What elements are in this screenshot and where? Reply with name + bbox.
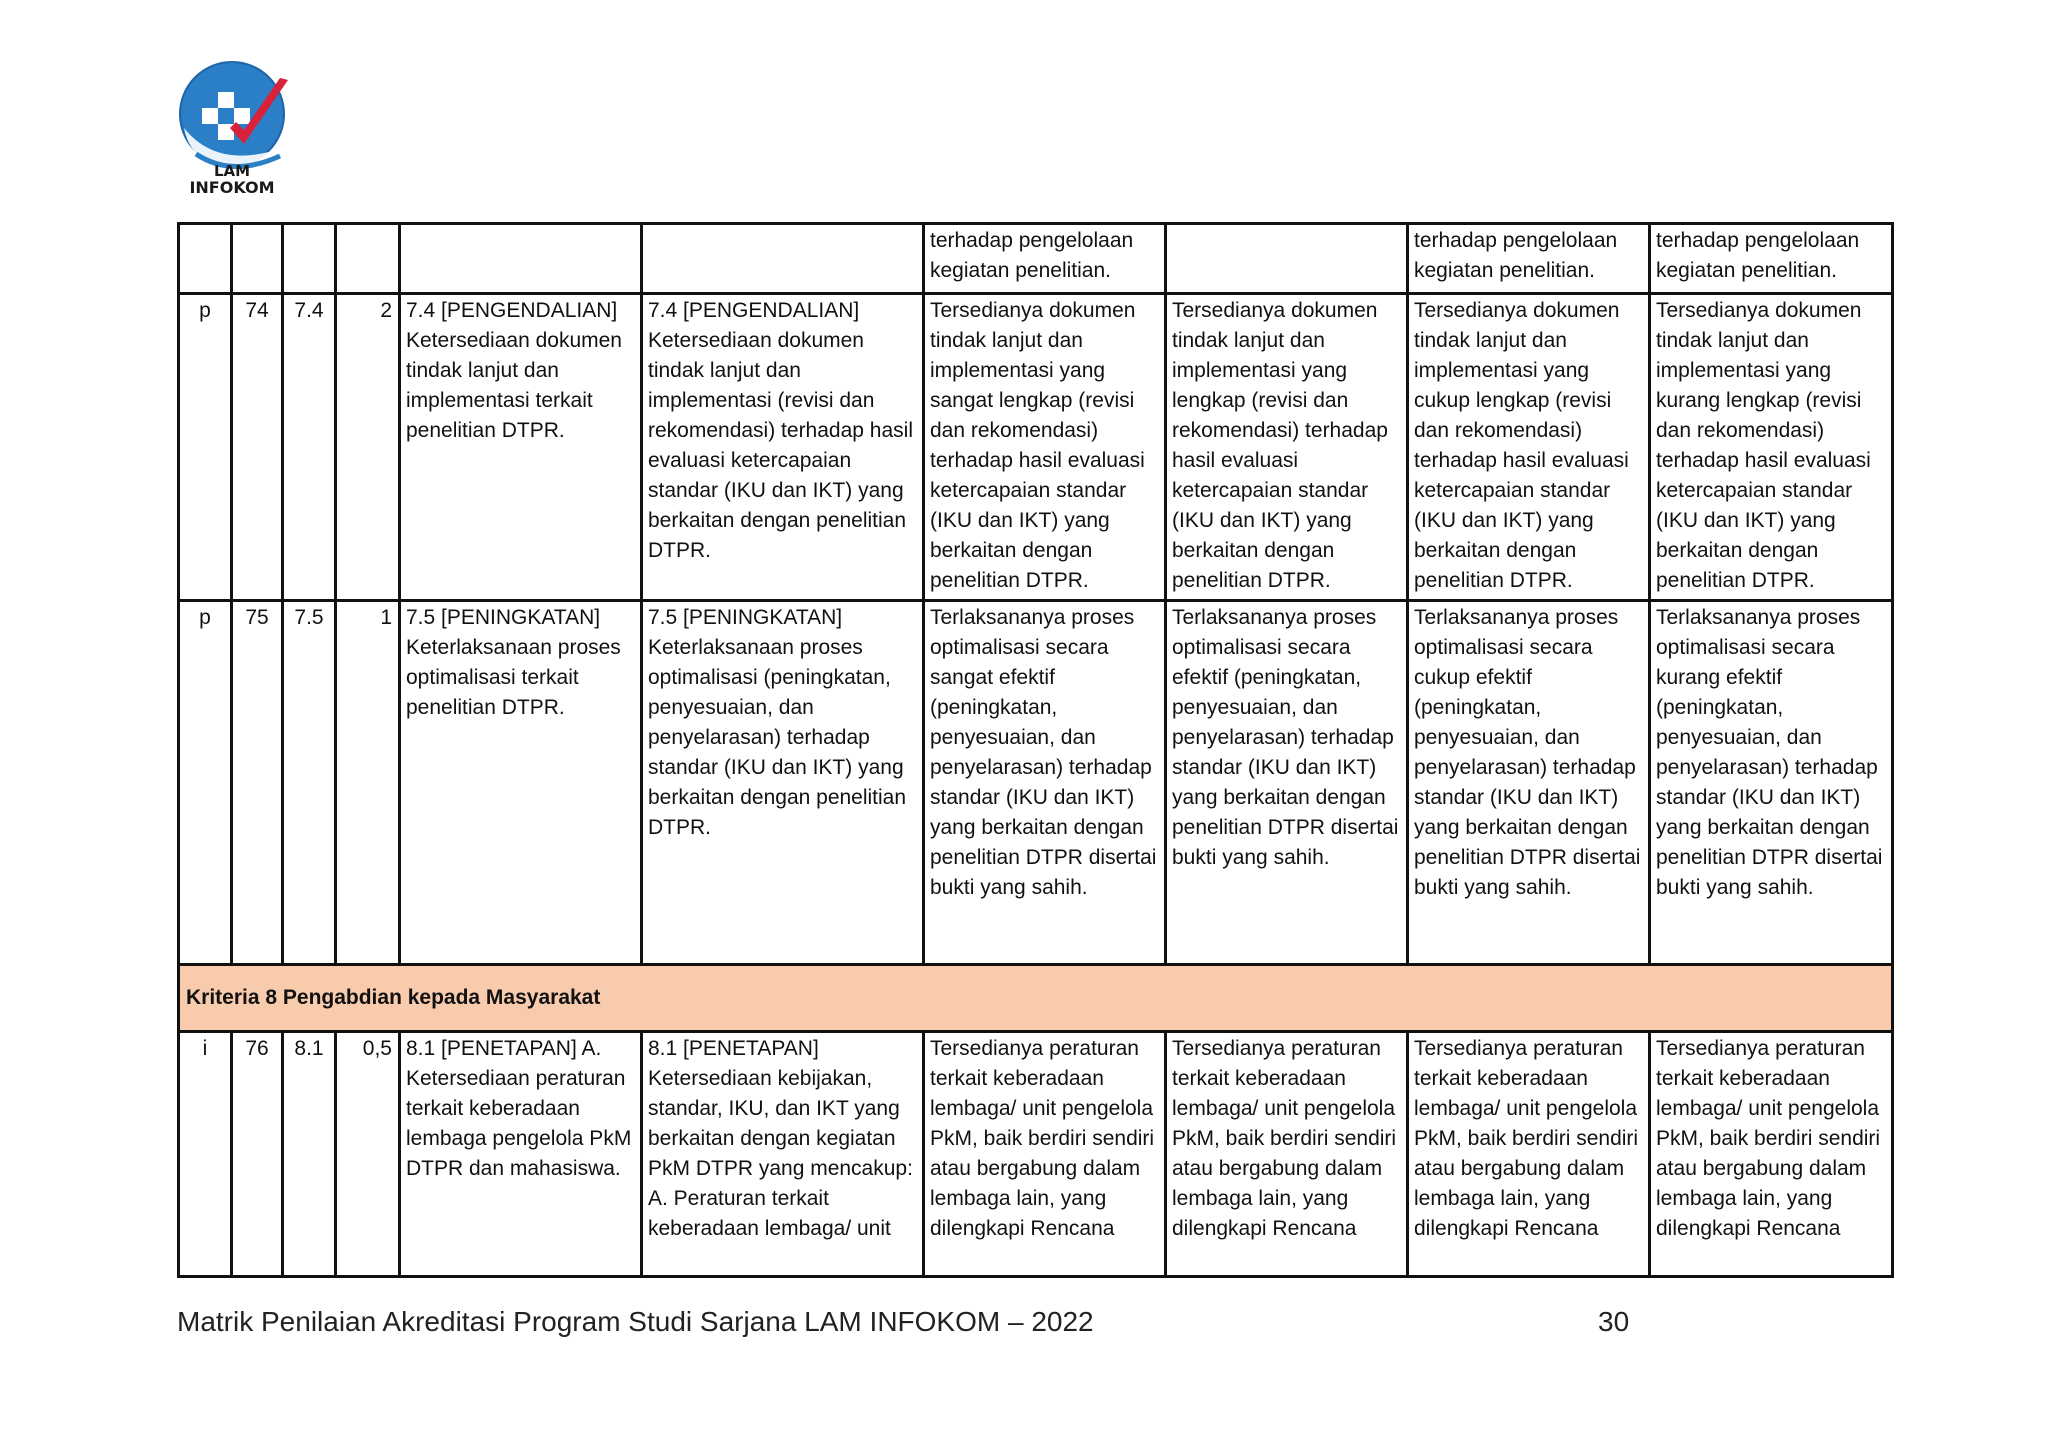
element-cell <box>400 224 642 294</box>
element-cell: 7.4 [PENGENDALIAN] Ketersediaan dokumen tindak lanjut dan implementasi terkait penelitian DTPR. <box>400 294 642 601</box>
score-3-cell: Tersedianya dokumen tindak lanjut dan implementasi yang lengkap (revisi dan rekomendasi) terhadap hasil evaluasi ketercapaian standar (IKU dan IKT) yang berkaitan dengan penelitian DTPR. <box>1166 294 1408 601</box>
code-cell <box>283 224 336 294</box>
code-cell: 8.1 <box>283 1032 336 1277</box>
weight-cell: 0,5 <box>336 1032 400 1277</box>
type-cell: p <box>179 601 232 965</box>
score-4-cell: Terlaksananya proses optimalisasi secara sangat efektif (peningkatan, penyesuaian, dan penyelarasan) terhadap standar (IKU dan IKT) yang berkaitan dengan penelitian DTPR disertai bukti yang sahih. <box>924 601 1166 965</box>
logo-line2: INFOKOM <box>189 178 275 197</box>
criteria-label: Kriteria 8 Pengabdian kepada Masyarakat <box>179 965 1893 1032</box>
table-row <box>179 1032 1893 1277</box>
score-3-cell <box>1166 224 1408 294</box>
logo-line1: LAM <box>213 162 251 180</box>
indicator-cell: 8.1 [PENETAPAN] Ketersediaan kebijakan, standar, IKU, dan IKT yang berkaitan dengan kegiatan PkM DTPR yang mencakup: A. Peraturan terkait keberadaan lembaga/ unit <box>642 1032 924 1277</box>
weight-cell: 2 <box>336 294 400 601</box>
score-2-cell: Tersedianya dokumen tindak lanjut dan implementasi yang cukup lengkap (revisi dan rekomendasi) terhadap hasil evaluasi ketercapaian standar (IKU dan IKT) yang berkaitan dengan penelitian DTPR. <box>1408 294 1650 601</box>
score-2-cell: terhadap pengelolaan kegiatan penelitian. <box>1408 224 1650 294</box>
indicator-cell: 7.5 [PENINGKATAN] Keterlaksanaan proses optimalisasi (peningkatan, penyesuaian, dan penyelarasan) terhadap standar (IKU dan IKT) yang berkaitan dengan penelitian DTPR. <box>642 601 924 965</box>
table-row <box>179 294 1893 601</box>
type-cell <box>179 224 232 294</box>
score-2-cell: Terlaksananya proses optimalisasi secara cukup efektif (peningkatan, penyesuaian, dan penyelarasan) terhadap standar (IKU dan IKT) yang berkaitan dengan penelitian DTPR disertai bukti yang sahih. <box>1408 601 1650 965</box>
criteria-header-row <box>179 965 1893 1032</box>
table-row <box>179 601 1893 965</box>
type-cell: i <box>179 1032 232 1277</box>
footer-page-number: 30 <box>1598 1306 1630 1337</box>
score-3-cell: Terlaksananya proses optimalisasi secara efektif (peningkatan, penyesuaian, dan penyelarasan) terhadap standar (IKU dan IKT) yang berkaitan dengan penelitian DTPR disertai bukti yang sahih. <box>1166 601 1408 965</box>
lam-infokom-logo <box>176 58 294 198</box>
score-1-cell: Tersedianya peraturan terkait keberadaan lembaga/ unit pengelola PkM, baik berdiri sendiri atau bergabung dalam lembaga lain, yang dilengkapi Rencana <box>1650 1032 1893 1277</box>
no-cell <box>232 224 283 294</box>
logo-emblem-icon <box>176 58 294 198</box>
no-cell: 75 <box>232 601 283 965</box>
matrix-body <box>179 224 1893 1277</box>
assessment-matrix-table <box>177 222 1894 1278</box>
indicator-cell <box>642 224 924 294</box>
score-1-cell: Tersedianya dokumen tindak lanjut dan implementasi yang kurang lengkap (revisi dan rekomendasi) terhadap hasil evaluasi ketercapaian standar (IKU dan IKT) yang berkaitan dengan penelitian DTPR. <box>1650 294 1893 601</box>
code-cell: 7.4 <box>283 294 336 601</box>
score-1-cell: Terlaksananya proses optimalisasi secara kurang efektif (peningkatan, penyesuaian, dan penyelarasan) terhadap standar (IKU dan IKT) yang berkaitan dengan penelitian DTPR disertai bukti yang sahih. <box>1650 601 1893 965</box>
no-cell: 76 <box>232 1032 283 1277</box>
weight-cell <box>336 224 400 294</box>
score-3-cell: Tersedianya peraturan terkait keberadaan lembaga/ unit pengelola PkM, baik berdiri sendiri atau bergabung dalam lembaga lain, yang dilengkapi Rencana <box>1166 1032 1408 1277</box>
footer-document-title: Matrik Penilaian Akreditasi Program Studi Sarjana LAM INFOKOM – 2022 <box>177 1306 1094 1337</box>
no-cell: 74 <box>232 294 283 601</box>
weight-cell: 1 <box>336 601 400 965</box>
score-4-cell: Tersedianya peraturan terkait keberadaan lembaga/ unit pengelola PkM, baik berdiri sendiri atau bergabung dalam lembaga lain, yang dilengkapi Rencana <box>924 1032 1166 1277</box>
score-4-cell: Tersedianya dokumen tindak lanjut dan implementasi yang sangat lengkap (revisi dan rekomendasi) terhadap hasil evaluasi ketercapaian standar (IKU dan IKT) yang berkaitan dengan penelitian DTPR. <box>924 294 1166 601</box>
element-cell: 7.5 [PENINGKATAN] Keterlaksanaan proses optimalisasi terkait penelitian DTPR. <box>400 601 642 965</box>
score-2-cell: Tersedianya peraturan terkait keberadaan lembaga/ unit pengelola PkM, baik berdiri sendiri atau bergabung dalam lembaga lain, yang dilengkapi Rencana <box>1408 1032 1650 1277</box>
indicator-cell: 7.4 [PENGENDALIAN] Ketersediaan dokumen tindak lanjut dan implementasi (revisi dan rekomendasi) terhadap hasil evaluasi ketercapaian standar (IKU dan IKT) yang berkaitan dengan penelitian DTPR. <box>642 294 924 601</box>
score-4-cell: terhadap pengelolaan kegiatan penelitian. <box>924 224 1166 294</box>
element-cell: 8.1 [PENETAPAN] A. Ketersediaan peraturan terkait keberadaan lembaga pengelola PkM DTPR dan mahasiswa. <box>400 1032 642 1277</box>
score-1-cell: terhadap pengelolaan kegiatan penelitian. <box>1650 224 1893 294</box>
table-row <box>179 224 1893 294</box>
type-cell: p <box>179 294 232 601</box>
code-cell: 7.5 <box>283 601 336 965</box>
